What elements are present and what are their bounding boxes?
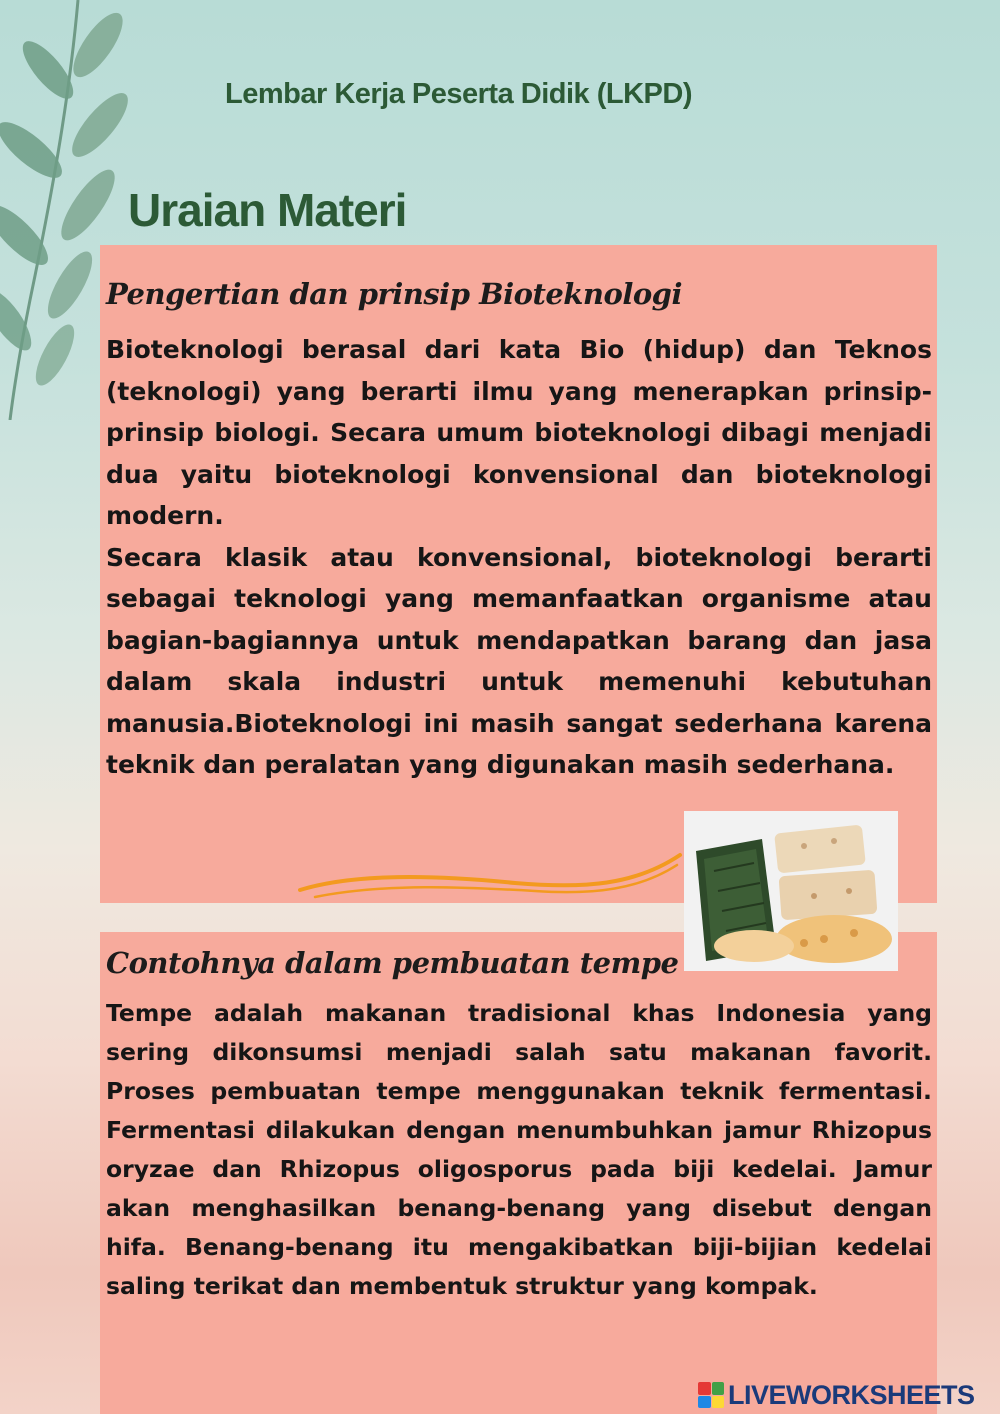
definition-heading: Pengertian dan prinsip Bioteknologi <box>106 277 682 311</box>
tempe-illustration <box>684 811 898 971</box>
content-panel-example <box>100 932 937 1414</box>
watermark-text: LIVEWORKSHEETS <box>728 1379 975 1410</box>
example-text <box>106 994 932 1306</box>
liveworksheets-logo-icon <box>698 1382 724 1408</box>
section-title: Uraian Materi <box>128 184 407 236</box>
liveworksheets-watermark <box>698 1380 975 1410</box>
paragraph: Tempe adalah makanan tradisional khas Indonesia yang sering dikonsumsi menjadi salah satu makanan favorit. Proses pembuatan tempe menggunakan teknik fermentasi. Fermentasi dilakukan dengan menumbuhkan jamur Rhizopus oryzae dan Rhizopus oligosporus pada biji kedelai. Jamur akan menghasilkan benang-benang yang disebut dengan hifa. Benang-benang itu mengakibatkan biji-bijian kedelai saling terikat dan membentuk struktur yang kompak. <box>106 999 932 1300</box>
worksheet-title: Lembar Kerja Peserta Didik (LKPD) <box>225 78 692 110</box>
tempe-photo <box>684 811 898 971</box>
content-panel-definition <box>100 245 937 903</box>
paragraph: Bioteknologi berasal dari kata Bio (hidup) dan Teknos (teknologi) yang berarti ilmu yang menerapkan prinsip-prinsip biologi. Secara umum bioteknologi dibagi menjadi dua yaitu bioteknologi konvensional dan bioteknologi modern. <box>106 335 932 530</box>
example-heading: Contohnya dalam pembuatan tempe <box>106 946 679 980</box>
definition-text <box>106 329 932 786</box>
paragraph: Secara klasik atau konvensional, bioteknologi berarti sebagai teknologi yang memanfaatkan organisme atau bagian-bagiannya untuk mendapatkan barang dan jasa dalam skala industri untuk memenuhi kebutuhan manusia.Bioteknologi ini masih sangat sederhana karena teknik dan peralatan yang digunakan masih sederhana. <box>106 542 932 779</box>
orange-swoosh <box>295 845 690 905</box>
